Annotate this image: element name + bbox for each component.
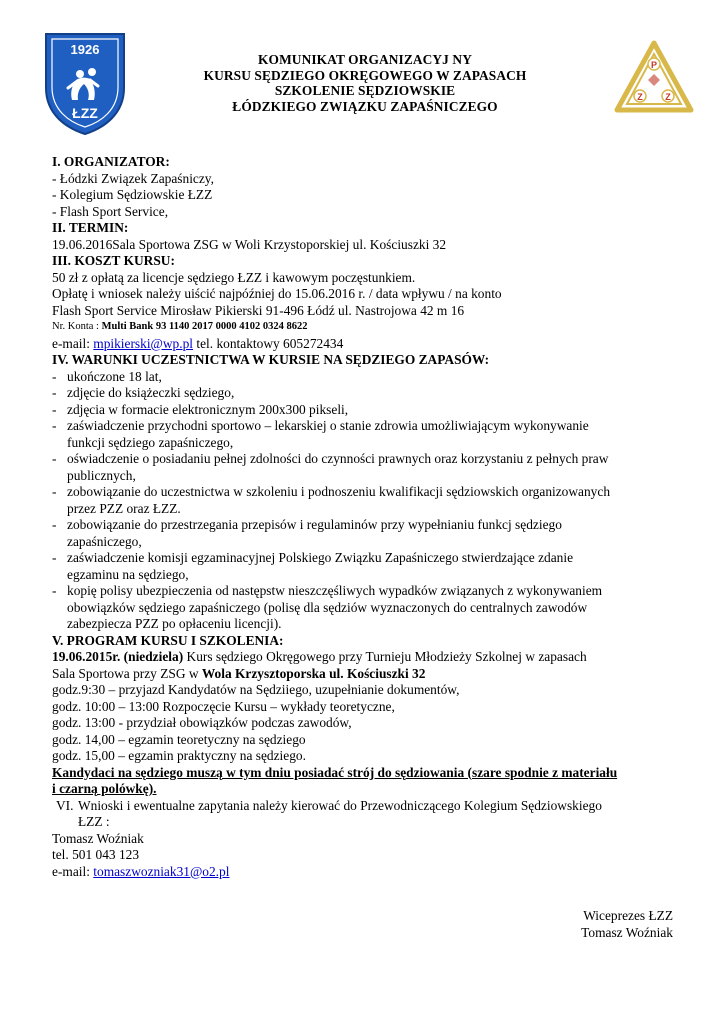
dress-code-note-cont: i czarną polówkę).	[52, 781, 157, 796]
email-label: e-mail:	[52, 335, 94, 351]
inquiries-item	[52, 798, 682, 831]
condition-text-cont: zapaśniczego,	[67, 533, 142, 549]
inquiries-text: Wnioski i ewentualne zapytania należy kierować do Przewodniczącego Kolegium Sędziowskiego	[78, 797, 602, 813]
contact-email-link[interactable]: tomaszwozniak31@o2.pl	[93, 863, 230, 879]
header-line-1: KOMUNIKAT ORGANIZACYJ NY	[258, 52, 472, 67]
contact-email-line	[52, 864, 682, 881]
condition-item	[52, 484, 682, 517]
document-body	[52, 154, 682, 880]
condition-text-cont: funkcji sędziego zapaśniczego,	[67, 434, 234, 450]
condition-item	[52, 369, 682, 386]
condition-item	[52, 418, 682, 451]
email-link[interactable]: mpikierski@wp.pl	[93, 335, 194, 351]
section-vi-number: VI.	[56, 797, 74, 813]
schedule-item: godz. 13:00 - przydział obowiązków podczas zawodów,	[52, 715, 352, 730]
lzz-logo	[42, 30, 128, 136]
signature-role: Wiceprezes ŁZZ	[583, 908, 673, 923]
schedule-item: godz. 10:00 – 13:00 Rozpoczęcie Kursu – wykłady teoretyczne,	[52, 698, 395, 714]
logo-z1: Z	[637, 92, 643, 102]
condition-text-cont: publicznych,	[67, 467, 136, 483]
condition-text: zdjęcie do książeczki sędziego,	[67, 385, 235, 400]
condition-text: zobowiązanie do przestrzegania przepisów i regulaminów przy wypełnianiu funkcj sędziego	[67, 517, 562, 532]
dash-bullet: -	[52, 451, 57, 466]
condition-text: zaświadczenie przychodni sportowo – lekarskiej o stanie zdrowia umożliwiającym wykonywanie	[67, 418, 589, 433]
condition-item	[52, 550, 682, 583]
cost-line: 50 zł z opłatą za licencje sędziego ŁZZ i kawowym poczęstunkiem.	[52, 269, 416, 285]
header-line-3: SZKOLENIE SĘDZIOWSKIE	[274, 83, 456, 98]
condition-text: ukończone 18 lat,	[67, 368, 162, 384]
date-text: 19.06.2016Sala Sportowa ZSG w Woli Krzystoporskiej ul. Kościuszki 32	[52, 236, 447, 252]
wrestling-shield-icon	[42, 30, 128, 136]
header-line-4: ŁÓDZKIEGO ZWIĄZKU ZAPAŚNICZEGO	[232, 98, 498, 114]
inquiries-text-cont: ŁZZ :	[78, 814, 110, 829]
pzz-logo	[614, 40, 694, 114]
contact-line	[52, 336, 682, 353]
condition-text: zaświadczenie komisji egzaminacyjnej Polskiego Związku Zapaśniczego stwierdzające zdanie	[67, 550, 574, 565]
dash-bullet: -	[52, 418, 57, 433]
dress-code-note: Kandydaci na sędziego muszą w tym dniu posiadać strój do sędziowania (szare spodnie z materiału	[52, 764, 618, 780]
program-date-desc: Kurs sędziego Okręgowego przy Turnieju Młodzieży Szkolnej w zapasach	[183, 649, 587, 664]
contact-phone: tel. 501 043 123	[52, 847, 140, 862]
pzz-triangle-icon	[614, 40, 694, 114]
condition-text: zdjęcia w formacie elektronicznym 200x300 pikseli,	[67, 401, 349, 417]
dash-bullet: -	[52, 484, 57, 499]
document-header	[140, 52, 590, 114]
schedule-item: godz. 14,00 – egzamin teoretyczny na sędziego	[52, 731, 306, 747]
logo-p: P	[650, 60, 658, 70]
dash-bullet: -	[52, 368, 57, 384]
dash-bullet: -	[52, 401, 57, 417]
condition-item	[52, 451, 682, 484]
condition-item	[52, 402, 682, 419]
condition-item	[52, 517, 682, 550]
logo-z2: Z	[665, 92, 671, 102]
schedule-item: godz.9:30 – przyjazd Kandydatów na Sędziiego, uzupełnianie dokumentów,	[52, 682, 460, 697]
cost-line: Opłatę i wniosek należy uiścić najpóźniej do 15.06.2016 r. / data wpływu / na konto	[52, 286, 502, 301]
section-program-title: V. PROGRAM KURSU I SZKOLENIA:	[52, 632, 284, 648]
contact-email-label: e-mail:	[52, 863, 94, 879]
dash-bullet: -	[52, 550, 57, 565]
organizer-item: - Łódzki Związek Zapaśniczy,	[52, 170, 214, 186]
dash-bullet: -	[52, 517, 57, 532]
condition-text-cont: zabezpiecza PZZ po opłaceniu licencji).	[67, 616, 282, 631]
program-place-prefix: Sala Sportowa przy ZSG w	[52, 665, 202, 681]
program-place: Wola Krzysztoporska ul. Kościuszki 32	[201, 665, 426, 681]
condition-text: oświadczenie o posiadaniu pełnej zdolności do czynności prawnych oraz korzystaniu z pełnych praw	[67, 451, 609, 466]
signature-name: Tomasz Woźniak	[581, 925, 673, 940]
section-cost-title: III. KOSZT KURSU:	[52, 253, 175, 268]
condition-text: kopię polisy ubezpieczenia od następstw nieszczęśliwych wypadków związanych z wykonywaniem	[67, 583, 603, 598]
section-conditions-title: IV. WARUNKI UCZESTNICTWA W KURSIE NA SĘDZIEGO ZAPASÓW:	[52, 352, 490, 367]
condition-item	[52, 385, 682, 402]
program-date-line	[52, 649, 682, 666]
condition-text-cont: egzaminu na sędziego,	[67, 566, 189, 582]
phone-text: tel. kontaktowy 605272434	[193, 335, 344, 351]
condition-text-cont: przez PZZ oraz ŁZZ.	[67, 500, 181, 516]
dash-bullet: -	[52, 583, 57, 598]
contact-name: Tomasz Woźniak	[52, 830, 144, 846]
schedule-item: godz. 15,00 – egzamin praktyczny na sędziego.	[52, 748, 306, 763]
organizer-item: - Kolegium Sędziowskie ŁZZ	[52, 187, 213, 202]
condition-item	[52, 583, 682, 633]
header-line-2: KURSU SĘDZIEGO OKRĘGOWEGO W ZAPASACH	[203, 67, 527, 83]
section-date-title: II. TERMIN:	[52, 220, 129, 235]
account-label: Nr. Konta :	[52, 321, 102, 332]
logo-year: 1926	[70, 42, 100, 57]
signature-block	[581, 907, 673, 941]
cost-line: Flash Sport Service Mirosław Pikierski 91-496 Łódź ul. Nastrojowa 42 m 16	[52, 302, 465, 318]
condition-text-cont: obowiązków sędziego zapaśniczego (polisę dla sędziów wyznaczonych do centralnych zawodów	[67, 599, 588, 615]
logo-letters: ŁZZ	[72, 105, 98, 121]
section-organizer-title: I. ORGANIZATOR:	[52, 154, 170, 169]
account-number: Multi Bank 93 1140 2017 0000 4102 0324 8622	[101, 321, 308, 332]
organizer-item: - Flash Sport Service,	[52, 203, 169, 219]
condition-text: zobowiązanie do uczestnictwa w szkoleniu i podnoszeniu kwalifikacji sędziowskich organizowanych	[67, 484, 611, 499]
program-place-line	[52, 666, 682, 683]
dash-bullet: -	[52, 385, 57, 400]
account-line	[52, 319, 682, 336]
program-date: 19.06.2015r. (niedziela)	[52, 649, 184, 664]
